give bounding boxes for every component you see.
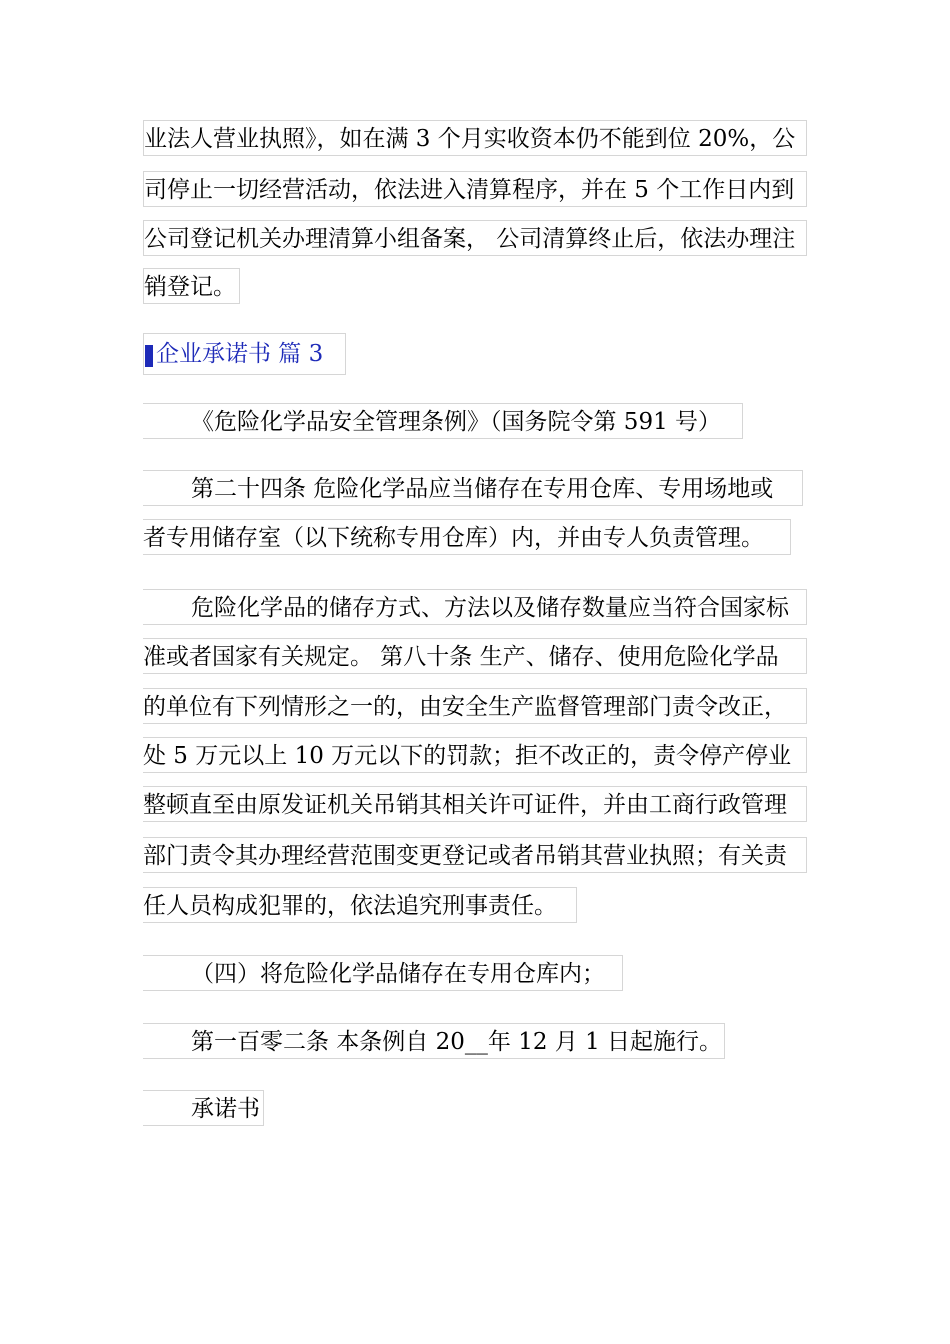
regulation-title: 《危险化学品安全管理条例》（国务院令第 591 号） [143,403,743,439]
paragraph-line: 的单位有下列情形之一的，由安全生产监督管理部门责令改正， [143,688,807,724]
paragraph-line: 业法人营业执照》，如在满 3 个月实收资本仍不能到位 20%，公 [143,120,807,156]
paragraph-line: 危险化学品的储存方式、方法以及储存数量应当符合国家标 [143,589,807,625]
paragraph-line: 公司登记机关办理清算小组备案， 公司清算终止后，依法办理注 [143,220,807,256]
paragraph-line: 司停止一切经营活动，依法进入清算程序，并在 5 个工作日内到 [143,171,807,207]
paragraph-line: 者专用储存室（以下统称专用仓库）内，并由专人负责管理。 [143,519,791,555]
paragraph-line: 第一百零二条 本条例自 20__年 12 月 1 日起施行。 [143,1023,725,1059]
paragraph-line: 销登记。 [143,268,240,304]
closing-title: 承诺书 [143,1090,264,1126]
section-heading [143,333,346,375]
paragraph-line: 部门责令其办理经营范围变更登记或者吊销其营业执照；有关责 [143,837,807,873]
heading-marker-icon [145,345,153,367]
paragraph-line: 整顿直至由原发证机关吊销其相关许可证件，并由工商行政管理 [143,786,807,822]
section-heading-text: 企业承诺书 篇 3 [156,341,324,367]
paragraph-line: 第二十四条 危险化学品应当储存在专用仓库、专用场地或 [143,470,803,506]
list-item: （四）将危险化学品储存在专用仓库内； [143,955,623,991]
paragraph-line: 任人员构成犯罪的，依法追究刑事责任。 [143,887,577,923]
paragraph-line: 处 5 万元以上 10 万元以下的罚款；拒不改正的，责令停产停业 [143,737,807,773]
paragraph-line: 准或者国家有关规定。 第八十条 生产、储存、使用危险化学品 [143,638,807,674]
